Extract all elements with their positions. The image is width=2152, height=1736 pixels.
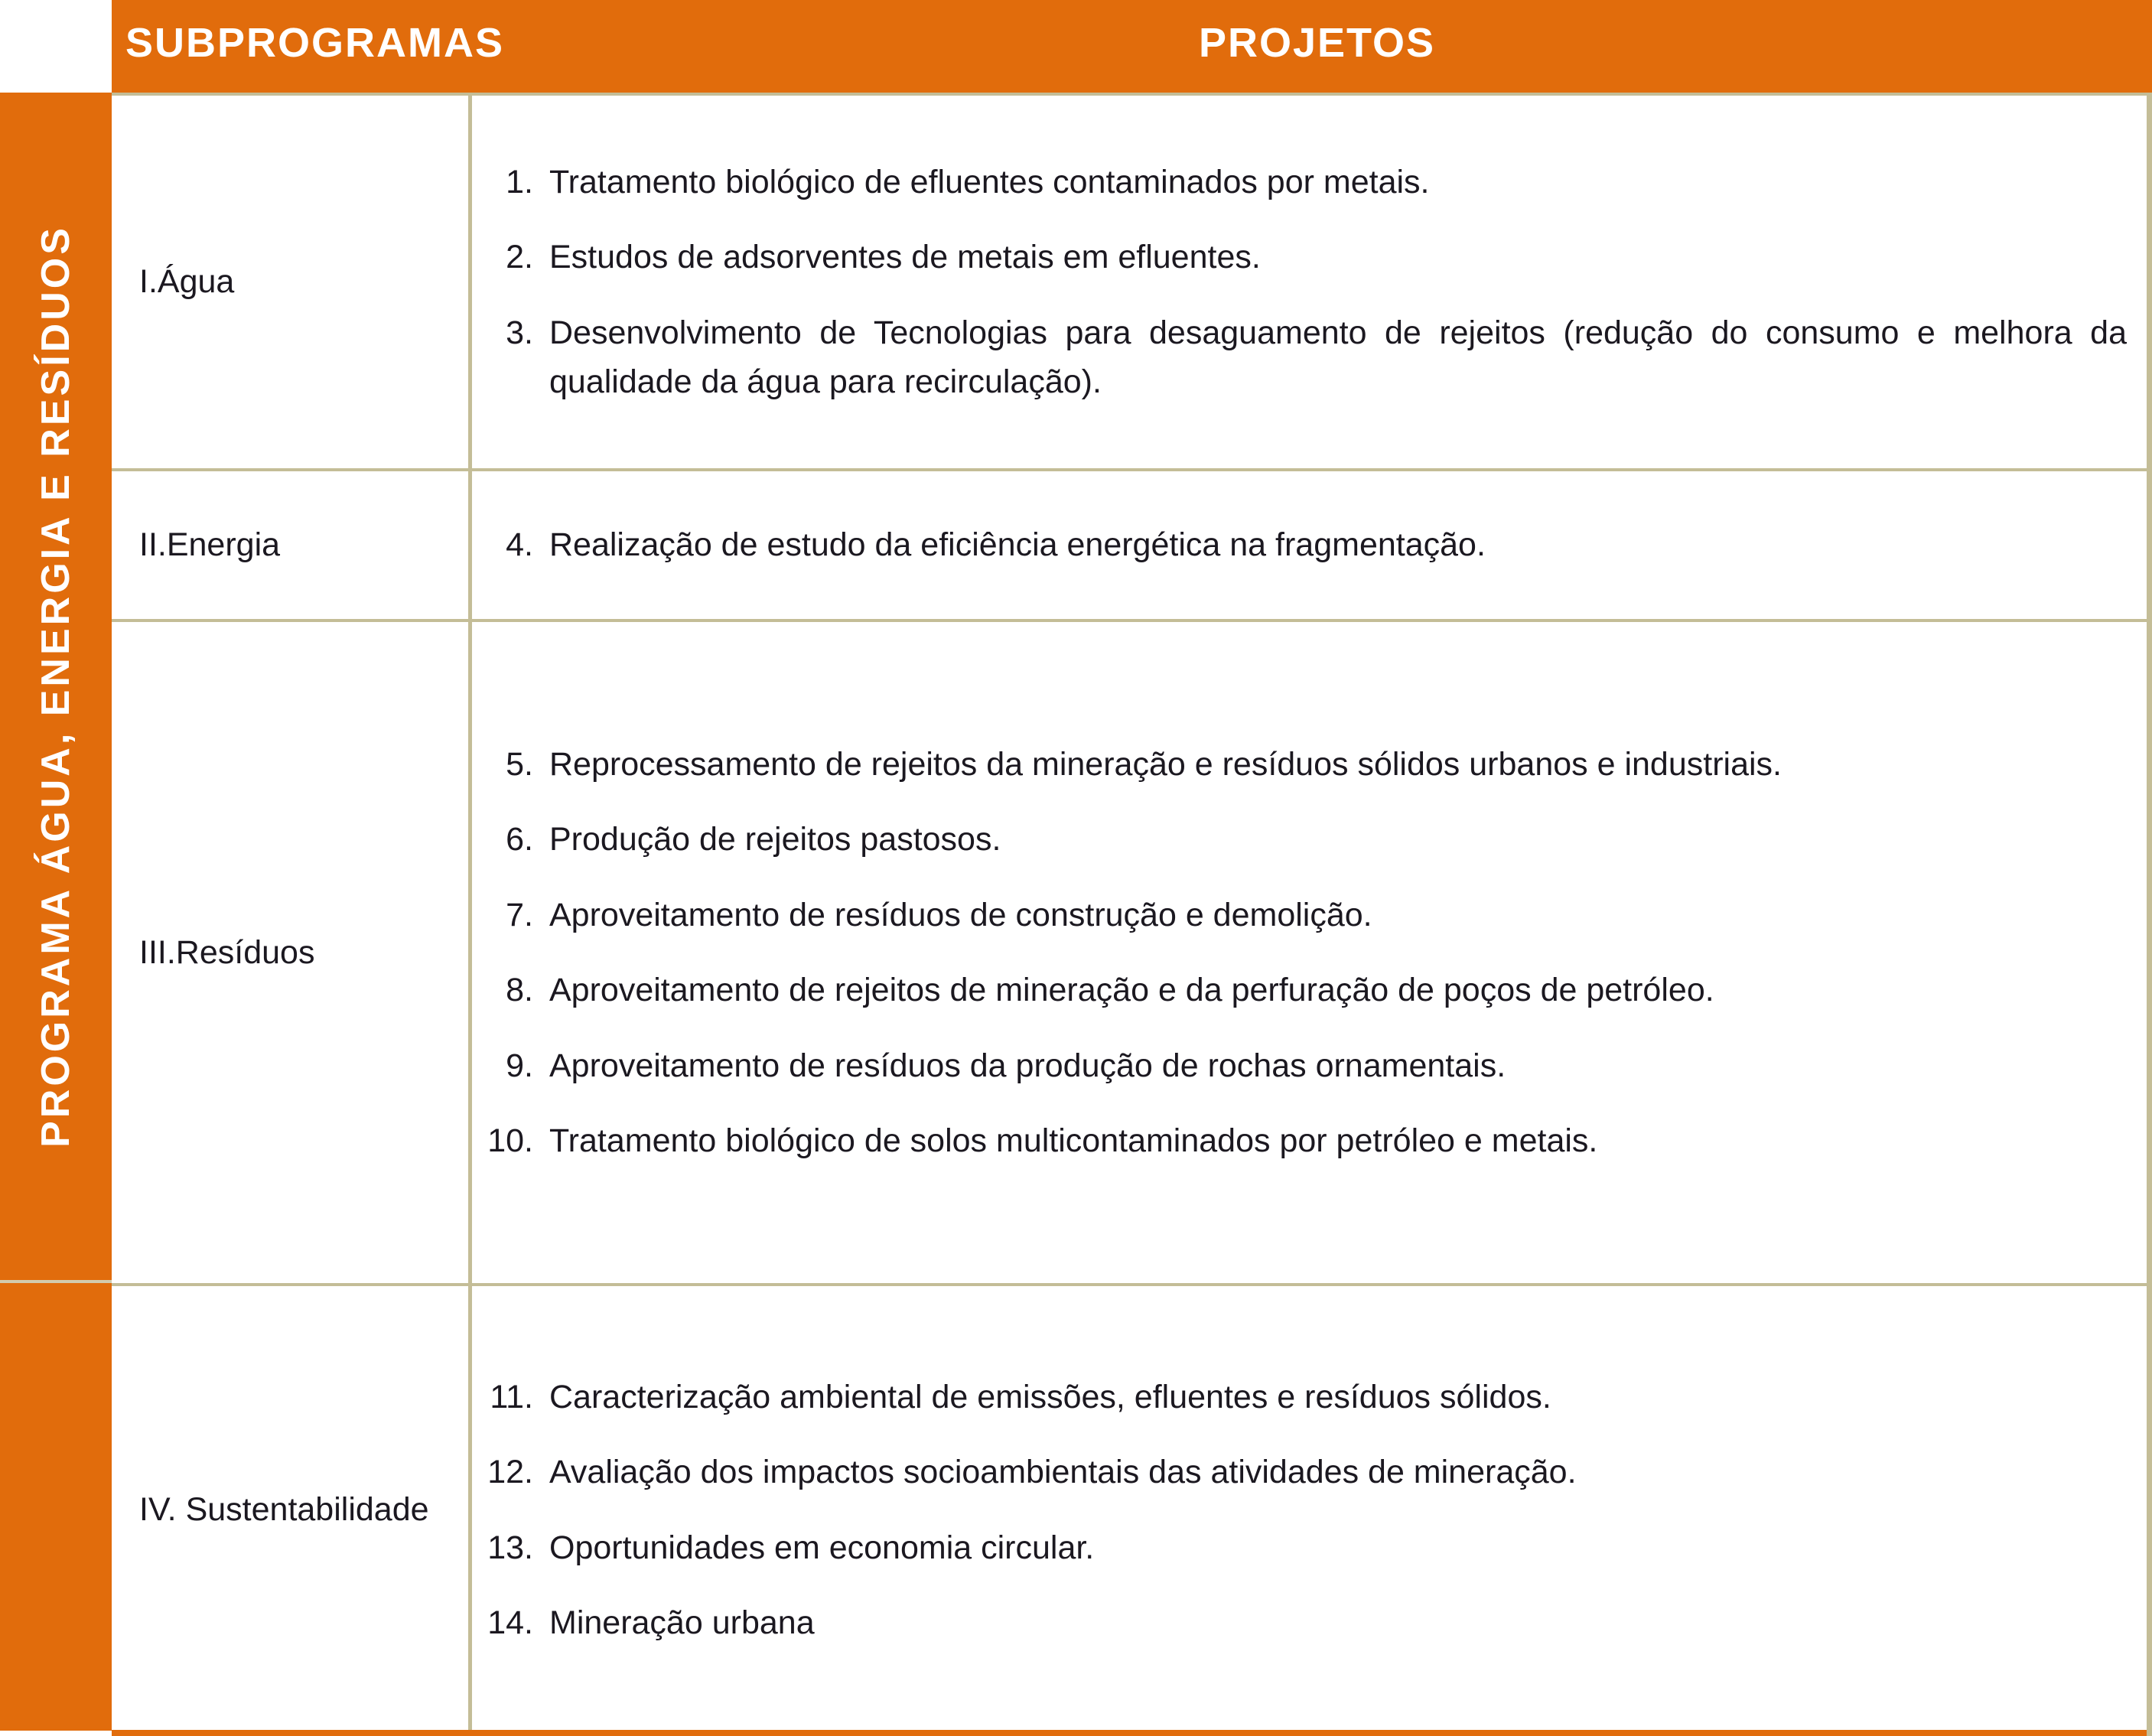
- corner-spacer: [0, 0, 112, 93]
- table-body: [112, 96, 2147, 1734]
- project-text: Avaliação dos impactos socioambientais das atividades de mineração.: [549, 1454, 1577, 1490]
- project-text: Reprocessamento de rejeitos da mineração e resíduos sólidos urbanos e industriais.: [549, 745, 1782, 783]
- project-item: [487, 815, 2127, 865]
- project-item: [487, 1116, 2127, 1166]
- program-sidebar-top: [0, 93, 112, 1280]
- project-number: 4.: [506, 526, 533, 564]
- header-subprogramas: SUBPROGRAMAS: [125, 19, 505, 66]
- project-number: 7.: [506, 896, 533, 933]
- projects-cell-sustentabilidade: [472, 1286, 2147, 1734]
- project-number: 14.: [487, 1604, 533, 1641]
- program-title-vertical: PROGRAMA ÁGUA, ENERGIA E RESÍDUOS: [34, 225, 78, 1148]
- project-text: Caracterização ambiental de emissões, efluentes e resíduos sólidos.: [549, 1378, 1551, 1415]
- project-text: Tratamento biológico de solos multicontaminados por petróleo e metais.: [549, 1122, 1598, 1159]
- project-text: Desenvolvimento de Tecnologias para desaguamento de rejeitos (redução do consumo e melhora da qualidade da água para recirculação).: [549, 314, 2127, 400]
- project-item: [487, 1523, 2127, 1573]
- project-number: 11.: [490, 1378, 533, 1415]
- project-text: Estudos de adsorventes de metais em efluentes.: [549, 239, 1261, 275]
- project-item: [487, 1373, 2127, 1422]
- project-number: 9.: [506, 1047, 533, 1084]
- project-item: [487, 966, 2127, 1015]
- project-text: Aproveitamento de resíduos de construção e demolição.: [549, 896, 1372, 933]
- program-sidebar: [0, 93, 112, 1731]
- project-text: Tratamento biológico de efluentes contaminados por metais.: [549, 163, 1430, 200]
- project-item: [487, 891, 2127, 940]
- row-residuos: [112, 622, 2147, 1286]
- project-text: Aproveitamento de rejeitos de mineração e da perfuração de poços de petróleo.: [549, 972, 1714, 1008]
- project-item: [487, 1598, 2127, 1648]
- project-item: [487, 1448, 2127, 1497]
- row-agua: [112, 96, 2147, 471]
- project-item: [487, 308, 2127, 407]
- project-item: [487, 233, 2127, 282]
- project-text: Aproveitamento de resíduos da produção de rochas ornamentais.: [549, 1047, 1506, 1084]
- project-text: Oportunidades em economia circular.: [549, 1529, 1095, 1566]
- projects-cell-energia: [472, 471, 2147, 619]
- table-right-border: [2147, 93, 2152, 1736]
- project-number: 2.: [506, 239, 533, 275]
- project-number: 8.: [506, 972, 533, 1008]
- project-number: 1.: [506, 163, 533, 200]
- program-sidebar-bottom: [0, 1283, 112, 1731]
- project-text: Realização de estudo da eficiência energética na fragmentação.: [549, 526, 1486, 564]
- project-item: [487, 520, 2127, 570]
- project-item: [487, 158, 2127, 207]
- project-item: [487, 1041, 2127, 1091]
- subprogram-cell-energia: II.Energia: [112, 471, 472, 619]
- row-energia: [112, 471, 2147, 622]
- project-number: 13.: [487, 1529, 533, 1566]
- row-sustentabilidade: [112, 1286, 2147, 1734]
- project-number: 3.: [506, 314, 533, 351]
- subprogram-cell-agua: I.Água: [112, 96, 472, 468]
- table-header: [112, 0, 2152, 96]
- projects-cell-residuos: [472, 622, 2147, 1283]
- projects-cell-agua: [472, 96, 2147, 468]
- subprogram-cell-sustentabilidade: IV. Sustentabilidade: [112, 1286, 472, 1734]
- project-text: Produção de rejeitos pastosos.: [549, 821, 1001, 858]
- project-number: 12.: [487, 1454, 533, 1490]
- bottom-orange-strip: [112, 1730, 2147, 1736]
- header-projetos: PROJETOS: [1198, 19, 1436, 66]
- project-number: 5.: [506, 745, 533, 783]
- project-item: [487, 740, 2127, 790]
- subprogram-cell-residuos: III.Resíduos: [112, 622, 472, 1283]
- project-number: 10.: [487, 1122, 533, 1159]
- project-text: Mineração urbana: [549, 1604, 815, 1641]
- project-number: 6.: [506, 821, 533, 858]
